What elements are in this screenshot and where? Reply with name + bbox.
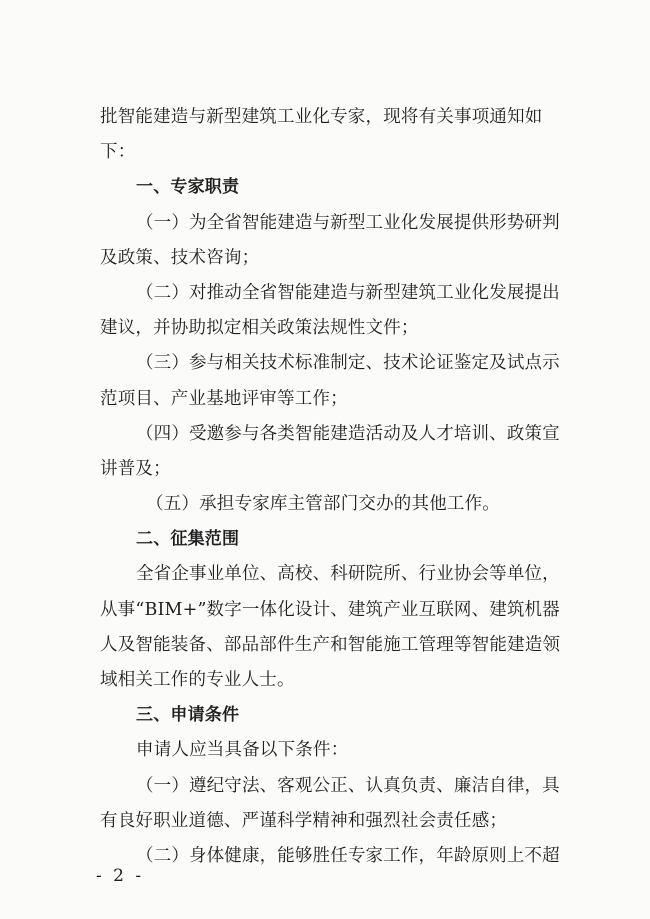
body-line: （三）参与相关技术标准制定、技术论证鉴定及试点示 [136, 353, 560, 373]
body-line: （五）承担专家库主管部门交办的其他工作。 [146, 494, 500, 514]
body-line: 有良好职业道德、严谨科学精神和强烈社会责任感； [100, 811, 508, 831]
body-line: （二）对推动全省智能建造与新型建筑工业化发展提出 [136, 283, 560, 303]
body-line: （一）为全省智能建造与新型工业化发展提供形势研判 [136, 213, 560, 233]
body-line: （四）受邀参与各类智能建造活动及人才培训、政策宣 [136, 424, 560, 444]
section-heading: 一、专家职责 [136, 177, 240, 197]
body-line: （二）身体健康，能够胜任专家工作，年龄原则上不超 [136, 846, 560, 866]
body-line: 下： [100, 142, 136, 162]
body-line: 从事“BIM+”数字一体化设计、建筑产业互联网、建筑机器 [100, 600, 560, 620]
body-line: 讲普及； [100, 459, 171, 479]
body-line: 批智能建造与新型建筑工业化专家，现将有关事项通知如 [100, 107, 543, 127]
body-line: 人及智能装备、部品部件生产和智能施工管理等智能建造领 [100, 635, 561, 655]
body-line: 及政策、技术咨询； [100, 248, 260, 268]
body-line: 全省企事业单位、高校、科研院所、行业协会等单位， [136, 564, 560, 584]
body-line: 域相关工作的专业人士。 [100, 670, 295, 690]
section-heading: 二、征集范围 [136, 529, 240, 549]
section-heading: 三、申请条件 [136, 705, 240, 725]
page-number: - 2 - [96, 866, 145, 886]
body-line: （一）遵纪守法、客观公正、认真负责、廉洁自律，具 [136, 776, 560, 796]
body-line: 建议，并协助拟定相关政策法规性文件； [100, 318, 419, 338]
body-line: 范项目、产业基地评审等工作； [100, 389, 348, 409]
body-line: 申请人应当具备以下条件： [136, 740, 349, 760]
